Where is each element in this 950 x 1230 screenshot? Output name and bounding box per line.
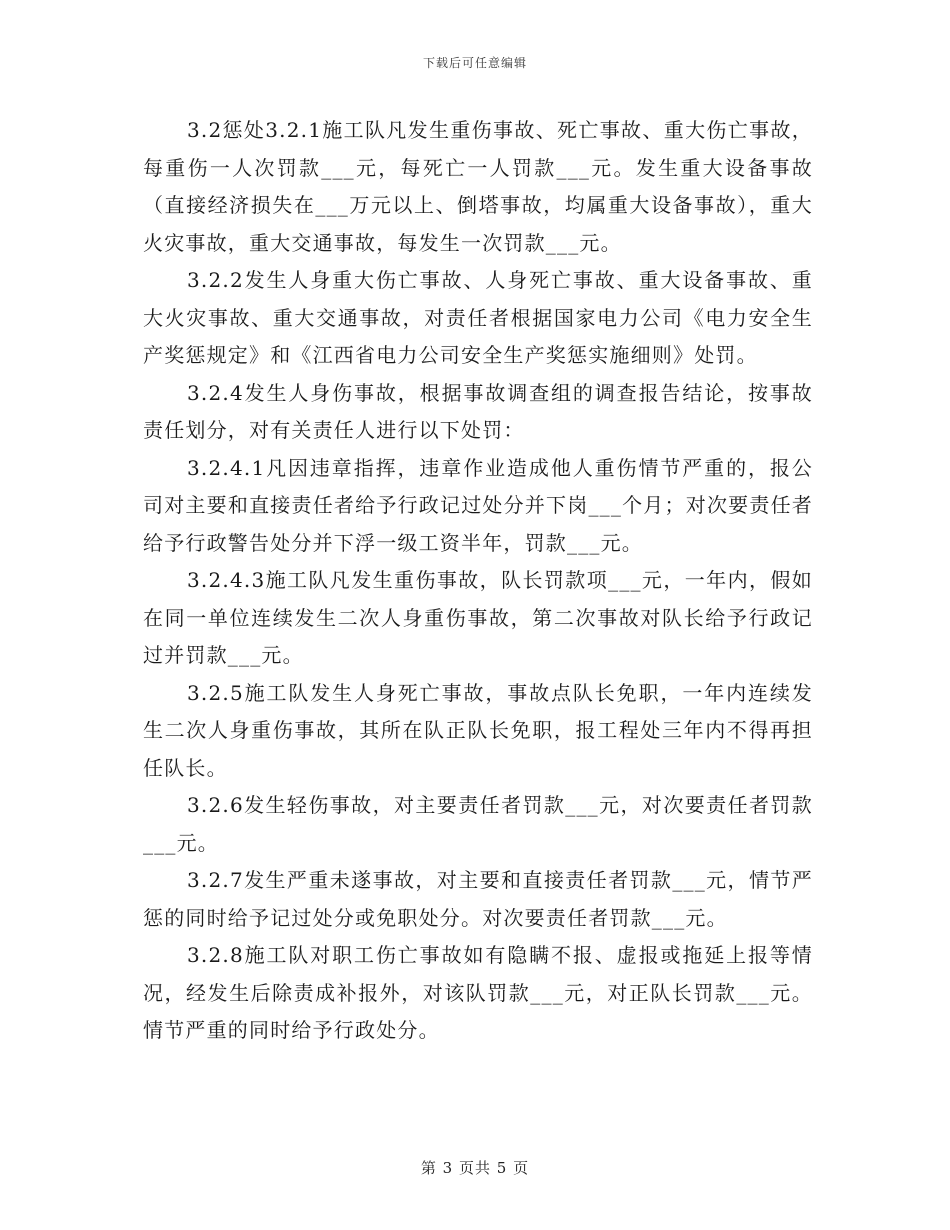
paragraph-3-2-5: 3.2.5施工队发生人身死亡事故，事故点队长免职，一年内连续发生二次人身重伤事故，其所在队正队长免职，报工程处三年内不得再担任队长。 [143,680,813,780]
paragraph-3-2-6: 3.2.6发生轻伤事故，对主要责任者罚款___元，对次要责任者罚款___元。 [143,793,813,855]
paragraph-3-2-1: 3.2惩处3.2.1施工队凡发生重伤事故、死亡事故、重大伤亡事故，每重伤一人次罚款___元，每死亡一人罚款___元。发生重大设备事故（直接经济损失在___万元以上、倒塔事故，均属重大设备事故），重大火灾事故，重大交通事故，每发生一次罚款___元。 [143,118,813,255]
paragraph-3-2-4: 3.2.4发生人身伤事故，根据事故调查组的调查报告结论，按事故责任划分，对有关责任人进行以下处罚： [143,380,813,442]
page-header-note: 下载后可任意编辑 [422,56,527,70]
page-number: 第 3 页共 5 页 [420,1159,530,1177]
paragraph-3-2-4-1: 3.2.4.1凡因违章指挥，违章作业造成他人重伤情节严重的，报公司对主要和直接责任者给予行政记过处分并下岗___个月；对次要责任者给予行政警告处分并下浮一级工资半年，罚款___元。 [143,455,813,555]
paragraph-3-2-7: 3.2.7发生严重未遂事故，对主要和直接责任者罚款___元，情节严惩的同时给予记过处分或免职处分。对次要责任者罚款___元。 [143,868,813,930]
paragraph-3-2-2: 3.2.2发生人身重大伤亡事故、人身死亡事故、重大设备事故、重大火灾事故、重大交通事故，对责任者根据国家电力公司《电力安全生产奖惩规定》和《江西省电力公司安全生产奖惩实施细则》处罚。 [143,268,813,367]
document-body [143,112,813,1050]
paragraph-3-2-4-3: 3.2.4.3施工队凡发生重伤事故，队长罚款项___元，一年内，假如在同一单位连续发生二次人身重伤事故，第二次事故对队长给予行政记过并罚款___元。 [143,568,813,667]
paragraph-3-2-8: 3.2.8施工队对职工伤亡事故如有隐瞒不报、虚报或拖延上报等情况，经发生后除责成补报外，对该队罚款___元，对正队长罚款___元。情节严重的同时给予行政处分。 [143,943,813,1042]
